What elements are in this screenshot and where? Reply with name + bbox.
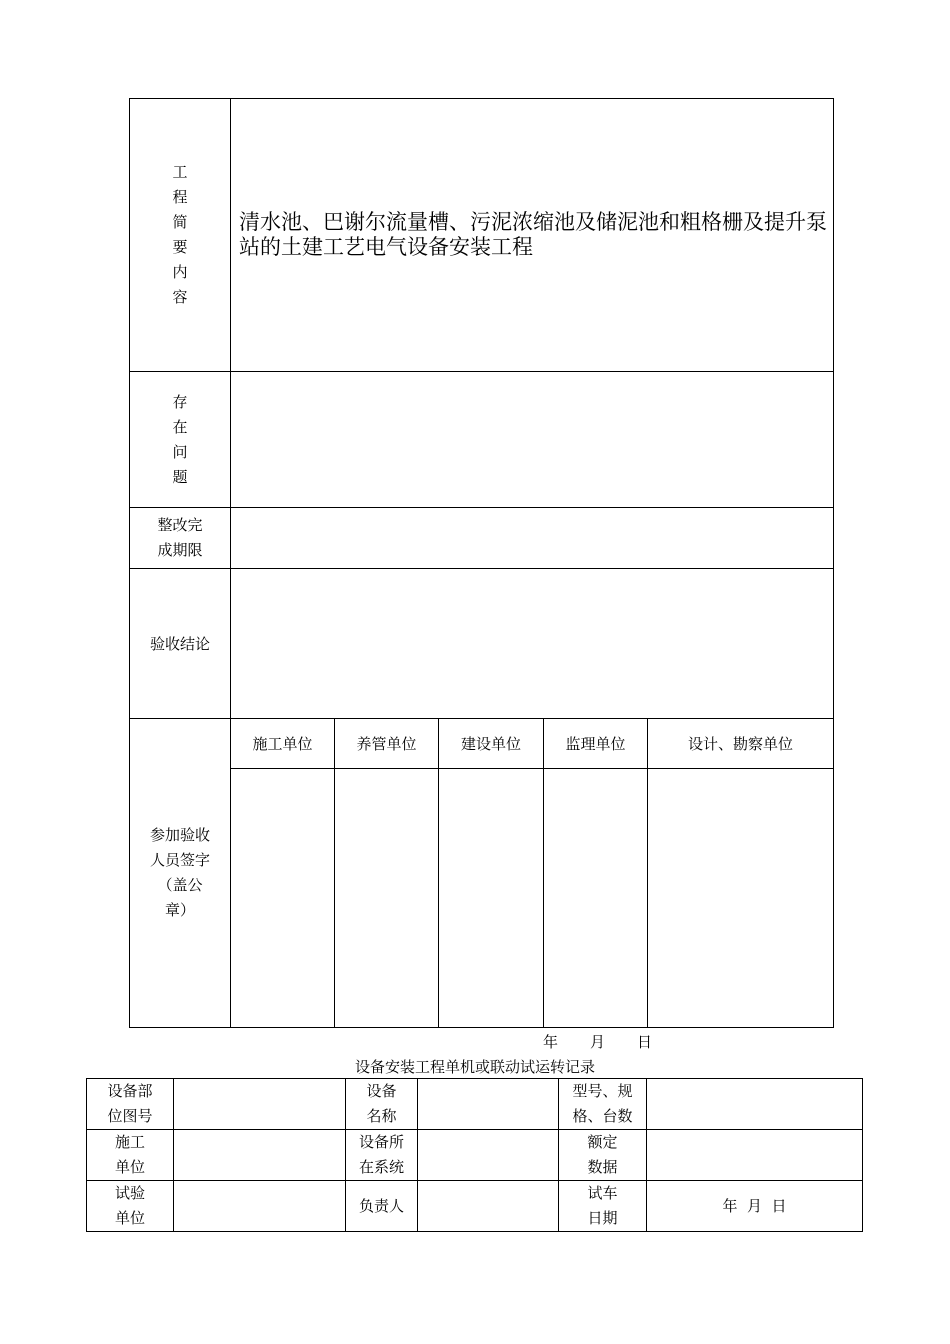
project-summary-label: 工 程 简 要 内 容 — [130, 99, 231, 372]
issues-content — [231, 372, 834, 508]
form-date: 年 月 日 — [543, 1033, 653, 1051]
signature-cell[interactable] — [648, 769, 834, 1028]
equipment-name-label: 设备 名称 — [346, 1079, 418, 1130]
signature-cell[interactable] — [439, 769, 544, 1028]
equipment-location-value[interactable] — [174, 1079, 346, 1130]
conclusion-label: 验收结论 — [130, 569, 231, 719]
rated-data-value[interactable] — [647, 1130, 863, 1181]
test-unit-value[interactable] — [174, 1181, 346, 1232]
acceptance-form-table — [129, 98, 834, 1028]
deadline-content — [231, 508, 834, 569]
issues-label: 存 在 问 题 — [130, 372, 231, 508]
deadline-label: 整改完 成期限 — [130, 508, 231, 569]
trial-record-table — [86, 1078, 863, 1232]
responsible-person-value[interactable] — [418, 1181, 559, 1232]
signature-cell[interactable] — [231, 769, 335, 1028]
construction-unit-value[interactable] — [174, 1130, 346, 1181]
signature-cell[interactable] — [544, 769, 648, 1028]
project-summary-content: 清水池、巴谢尔流量槽、污泥浓缩池及储泥池和粗格栅及提升泵站的土建工艺电气设备安装工程 — [231, 99, 834, 372]
conclusion-content — [231, 569, 834, 719]
trial-date-value[interactable]: 年 月 日 — [647, 1181, 863, 1232]
equipment-system-value[interactable] — [418, 1130, 559, 1181]
equipment-system-label: 设备所 在系统 — [346, 1130, 418, 1181]
unit-supervision-header: 监理单位 — [544, 719, 648, 769]
construction-unit-label: 施工 单位 — [87, 1130, 174, 1181]
equipment-name-value[interactable] — [418, 1079, 559, 1130]
unit-design-header: 设计、勘察单位 — [648, 719, 834, 769]
trial-record-title: 设备安装工程单机或联动试运转记录 — [354, 1058, 595, 1076]
signature-cell[interactable] — [335, 769, 439, 1028]
model-spec-label: 型号、规 格、台数 — [559, 1079, 647, 1130]
unit-owner-header: 建设单位 — [439, 719, 544, 769]
unit-construction-header: 施工单位 — [231, 719, 335, 769]
trial-date-label: 试车 日期 — [559, 1181, 647, 1232]
rated-data-label: 额定 数据 — [559, 1130, 647, 1181]
signers-label: 参加验收 人员签字 （盖公 章） — [130, 719, 231, 1028]
equipment-location-label: 设备部 位图号 — [87, 1079, 174, 1130]
unit-maintenance-header: 养管单位 — [335, 719, 439, 769]
responsible-person-label: 负责人 — [346, 1181, 418, 1232]
test-unit-label: 试验 单位 — [87, 1181, 174, 1232]
model-spec-value[interactable] — [647, 1079, 863, 1130]
